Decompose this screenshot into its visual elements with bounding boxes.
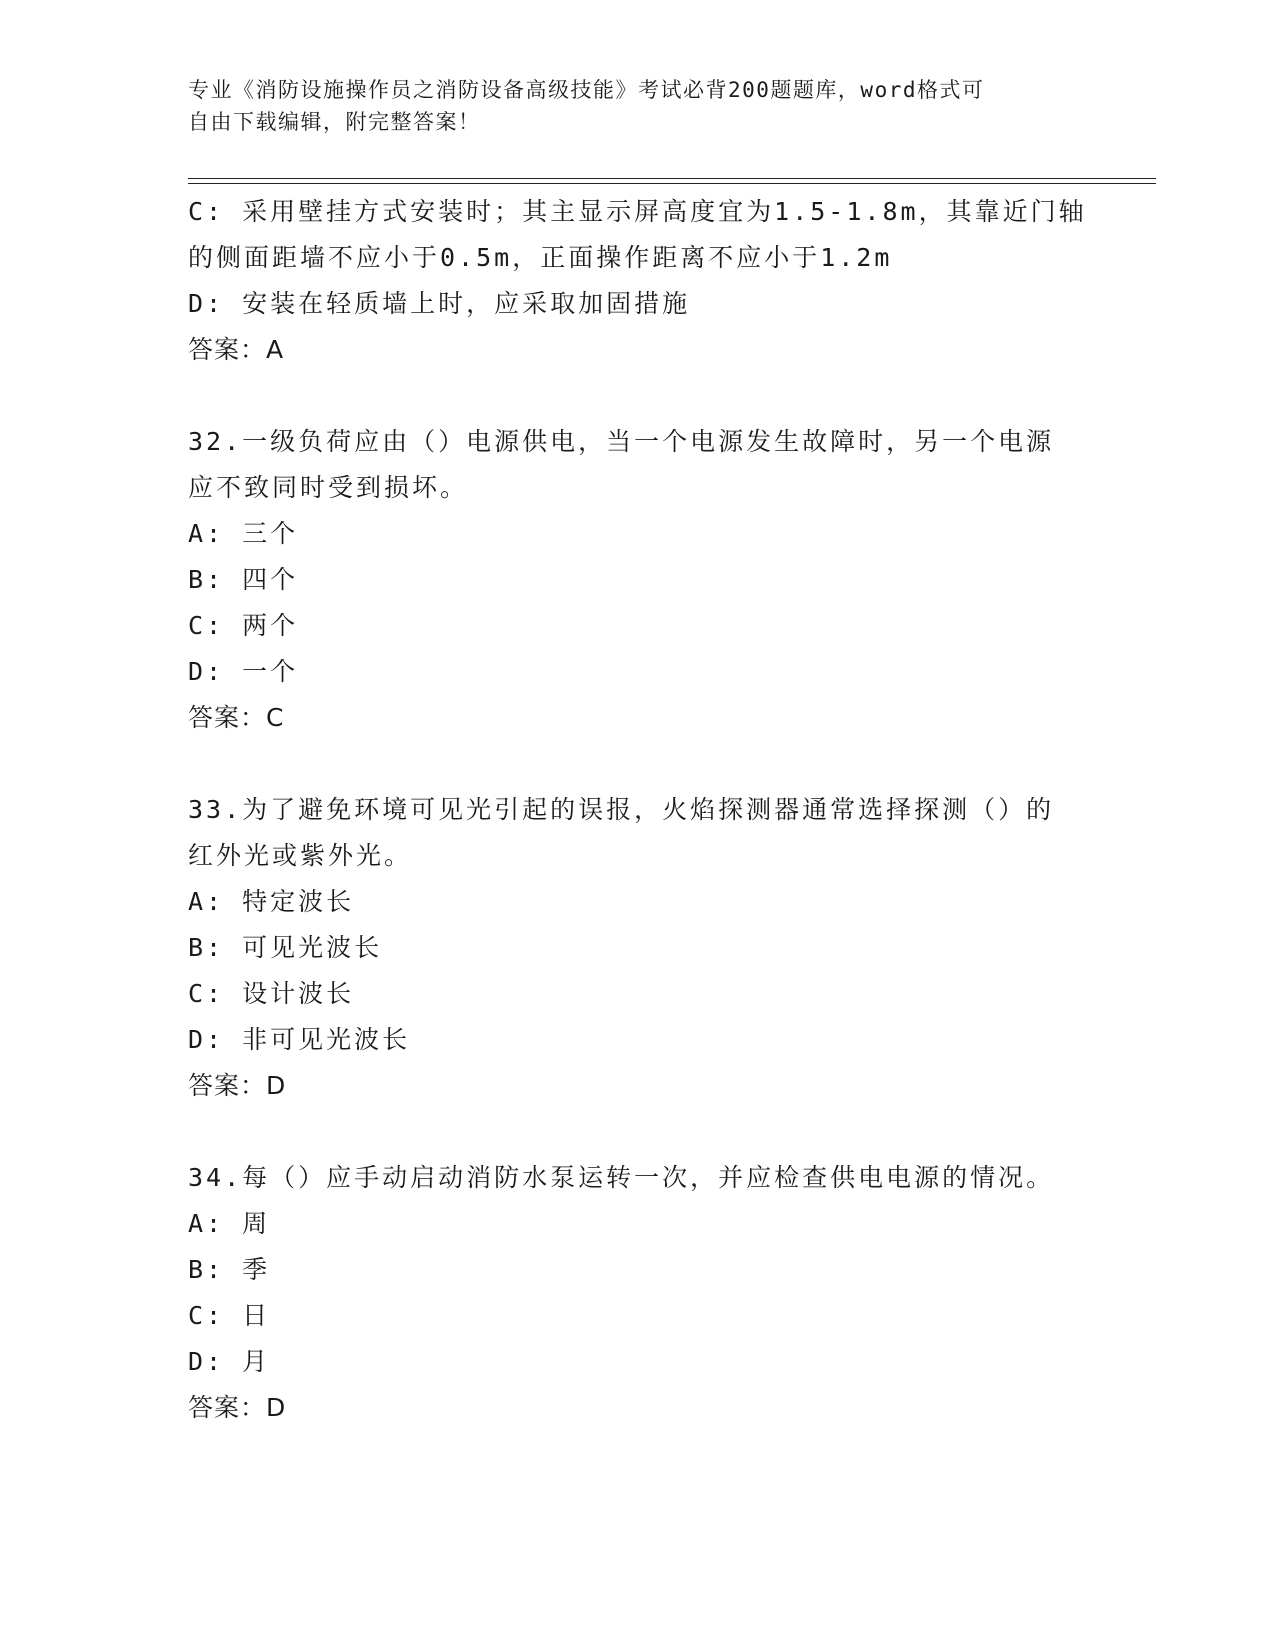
spacer: [188, 373, 1088, 419]
option-c: C: 两个: [188, 611, 299, 640]
option-b: B: 四个: [188, 565, 299, 594]
option-d: D: 安装在轻质墙上时，应采取加固措施: [188, 289, 691, 318]
question-stem-line-1: 34.每（）应手动启动消防水泵运转一次，并应检查供电电源的情况。: [188, 1163, 1055, 1192]
header-line-2: 自由下载编辑，附完整答案！: [188, 110, 481, 134]
header-line-1: 专业《消防设施操作员之消防设备高级技能》考试必背200题题库，word格式可: [188, 78, 985, 102]
option-c-line-1: C: 采用壁挂方式安装时；其主显示屏高度宜为1.5-1.8m，其靠近门轴: [188, 197, 1087, 226]
spacer: [188, 1109, 1088, 1155]
option-a: A: 特定波长: [188, 887, 355, 916]
question-stem-line-1: 33.为了避免环境可见光引起的误报，火焰探测器通常选择探测（）的: [188, 795, 1055, 824]
option-c: C: 设计波长: [188, 979, 355, 1008]
question-stem-line-2: 应不致同时受到损坏。: [188, 473, 469, 502]
header-divider: [188, 178, 1156, 184]
answer-line: 答案：A: [188, 335, 285, 364]
option-d: D: 非可见光波长: [188, 1025, 411, 1054]
question-block-34: [188, 1155, 1088, 1431]
question-block-32: [188, 419, 1088, 741]
question-content: [188, 189, 1088, 1431]
document-header: [188, 74, 1068, 138]
option-a: A: 周: [188, 1209, 271, 1238]
option-a: A: 三个: [188, 519, 299, 548]
prev-question-block: [188, 189, 1088, 373]
answer-line: 答案：D: [188, 1393, 287, 1422]
question-block-33: [188, 787, 1088, 1109]
spacer: [188, 741, 1088, 787]
option-c: C: 日: [188, 1301, 271, 1330]
option-b: B: 季: [188, 1255, 271, 1284]
option-d: D: 一个: [188, 657, 299, 686]
answer-line: 答案：C: [188, 703, 285, 732]
question-stem-line-1: 32.一级负荷应由（）电源供电，当一个电源发生故障时，另一个电源: [188, 427, 1055, 456]
answer-line: 答案：D: [188, 1071, 287, 1100]
option-c-line-2: 的侧面距墙不应小于0.5m，正面操作距离不应小于1.2m: [188, 243, 893, 272]
option-d: D: 月: [188, 1347, 271, 1376]
question-stem-line-2: 红外光或紫外光。: [188, 841, 413, 870]
option-b: B: 可见光波长: [188, 933, 383, 962]
